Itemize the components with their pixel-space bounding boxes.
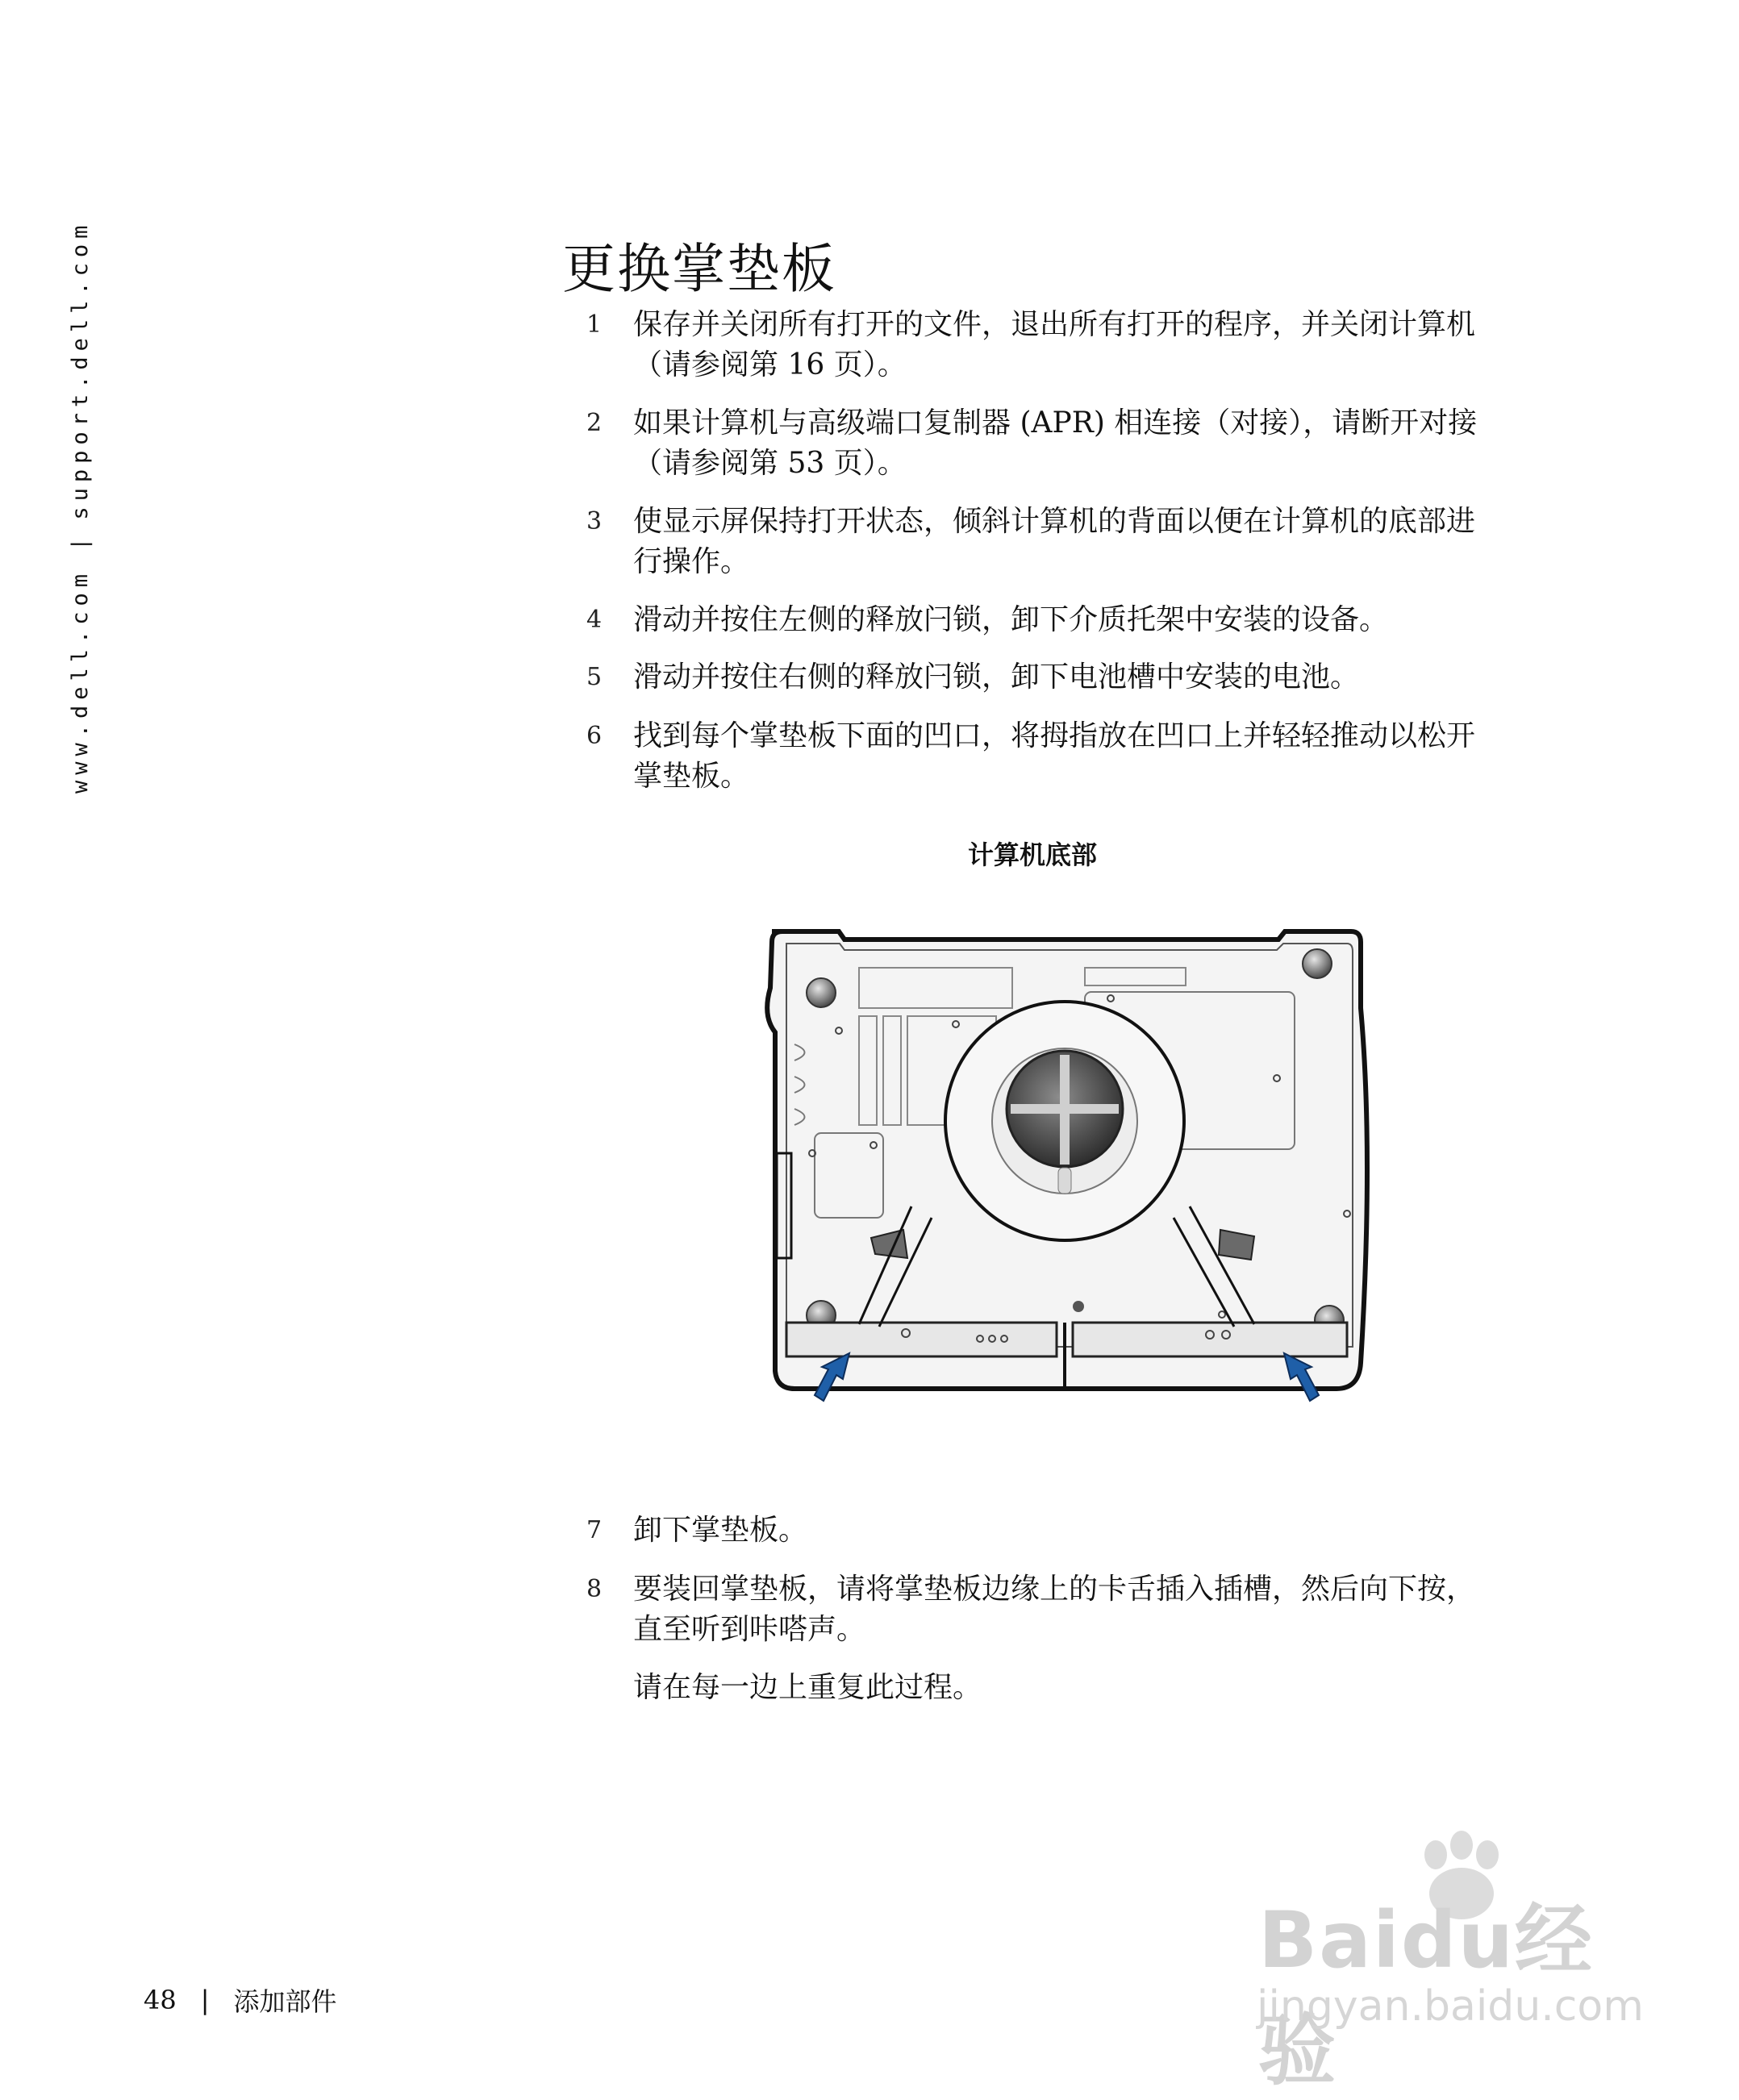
page-number: 48 [144, 1985, 177, 2015]
computer-bottom-illustration [738, 911, 1399, 1427]
step-line: 掌垫板。 [633, 760, 750, 793]
watermark-url: jingyan.baidu.com [1257, 1982, 1644, 2031]
step-line: 使显示屏保持打开状态，倾斜计算机的背面以便在计算机的底部进 [633, 505, 1476, 538]
footer [144, 1981, 337, 2019]
section-name: 添加部件 [233, 1986, 337, 2017]
step-number: 4 [586, 606, 603, 634]
watermark-logo: Baidu经验 [1258, 1895, 1594, 2096]
rubber-foot [807, 978, 836, 1007]
step-line: 如果计算机与高级端口复制器 (APR) 相连接（对接），请断开对接 [633, 406, 1478, 440]
side-url-www[interactable]: www.dell.com [67, 568, 93, 794]
step-line: 行操作。 [633, 545, 750, 578]
step-line: 找到每个掌垫板下面的凹口，将拇指放在凹口上并轻轻推动以松开 [633, 719, 1476, 752]
step-number: 6 [586, 722, 603, 750]
side-url [52, 219, 108, 794]
step-number: 3 [586, 507, 603, 535]
step-number: 2 [586, 409, 603, 437]
step-line: 要装回掌垫板，请将掌垫板边缘上的卡舌插入插槽，然后向下按， [633, 1573, 1476, 1606]
step-number: 1 [586, 310, 603, 339]
step-number: 7 [586, 1516, 603, 1544]
step-number: 5 [586, 663, 603, 691]
step-number: 8 [586, 1575, 603, 1603]
footer-separator: | [200, 1985, 210, 2015]
side-url-support[interactable]: support.dell.com [67, 219, 93, 520]
step-line: 滑动并按住右侧的释放闩锁，卸下电池槽中安装的电池。 [633, 660, 1360, 694]
rubber-foot [1303, 949, 1332, 978]
page-title: 更换掌垫板 [562, 238, 836, 300]
baidu-watermark [1234, 1831, 1654, 2096]
step-line: 卸下掌垫板。 [633, 1514, 808, 1547]
side-url-separator: | [67, 537, 93, 551]
step-line: 滑动并按住左侧的释放闩锁，卸下介质托架中安装的设备。 [633, 603, 1389, 636]
palm-rest-left [786, 1323, 1057, 1356]
step-line: （请参阅第 53 页）。 [633, 447, 907, 480]
step-line: 直至听到咔嗒声。 [633, 1613, 866, 1646]
figure-title: 计算机底部 [967, 840, 1097, 870]
step-line: 保存并关闭所有打开的文件，退出所有打开的程序，并关闭计算机 [633, 308, 1476, 341]
step-line: （请参阅第 16 页）。 [633, 348, 907, 381]
note-text: 请在每一边上重复此过程。 [633, 1671, 982, 1704]
